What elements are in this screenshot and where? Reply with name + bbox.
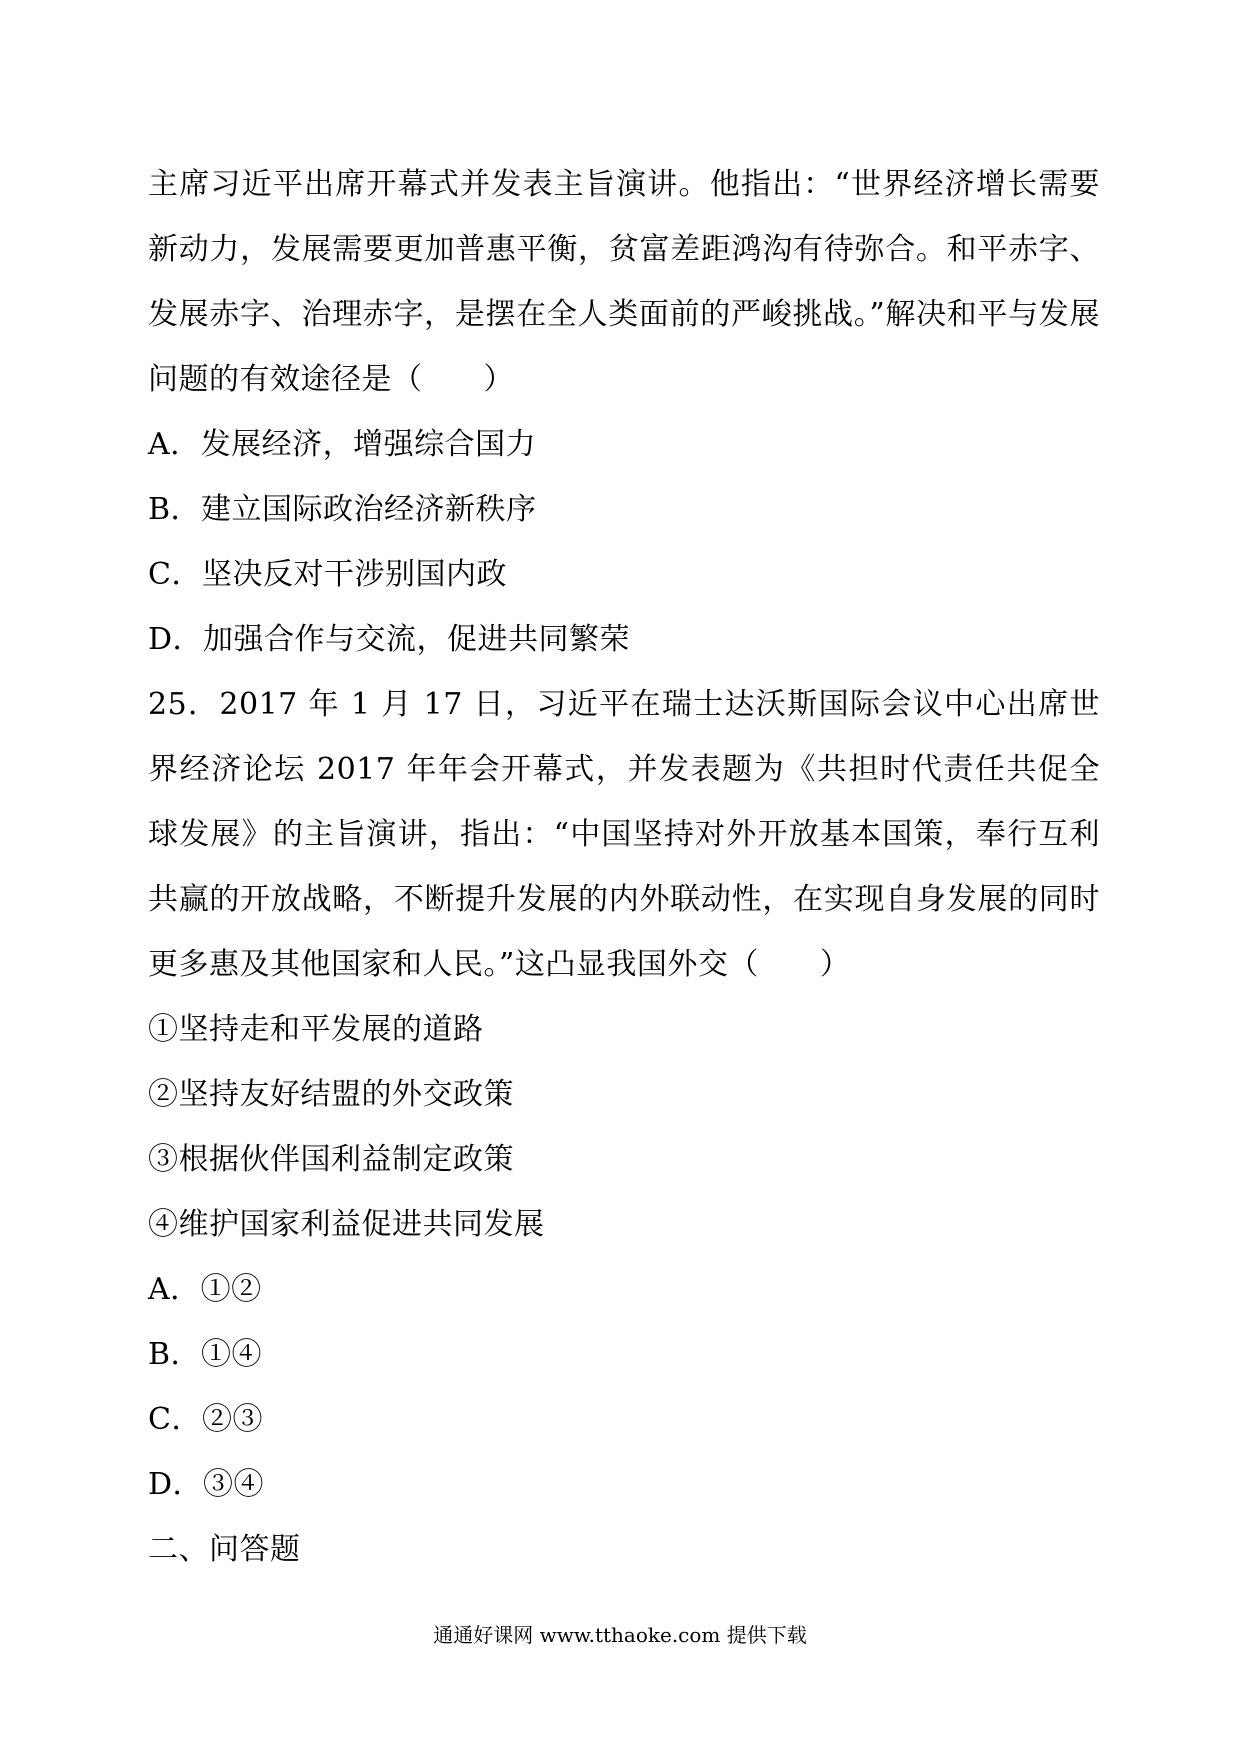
question-25-statement-3: ③根据伙伴国利益制定政策 <box>148 1142 514 1177</box>
question-25-option-c: C．②③ <box>148 1402 263 1437</box>
question-25-option-b: B．①④ <box>148 1337 263 1372</box>
question-24-stem: 主席习近平出席开幕式并发表主旨演讲。他指出：“世界经济增长需要新动力，发展需要更加普惠平衡，贫富差距鸿沟有待弥合。和平赤字、发展赤字、治理赤字，是摆在全人类面前的严峻挑战。”解决和平与发展问题的有效途径是（ ） <box>148 167 1100 397</box>
page-footer: 通通好课网 www.tthaoke.com 提供下载 <box>433 1623 807 1647</box>
question-25-stem: 25．2017 年 1 月 17 日，习近平在瑞士达沃斯国际会议中心出席世界经济论坛 2017 年年会开幕式，并发表题为《共担时代责任共促全球发展》的主旨演讲，指出：“中国坚持对外开放基本国策，奉行互利共赢的开放战略，不断提升发展的内外联动性，在实现自身发展的同时更多惠及其他国家和人民。”这凸显我国外交（ ） <box>148 687 1100 982</box>
question-24-option-b: B．建立国际政治经济新秩序 <box>148 492 537 527</box>
question-25-option-d: D．③④ <box>148 1467 265 1502</box>
page-content <box>148 152 1100 1582</box>
question-25-statement-1: ①坚持走和平发展的道路 <box>148 1012 484 1047</box>
question-24-option-d: D．加强合作与交流，促进共同繁荣 <box>148 622 631 657</box>
question-25-option-a: A．①② <box>148 1272 262 1307</box>
section-heading: 二、问答题 <box>148 1532 301 1567</box>
question-25-statement-2: ②坚持友好结盟的外交政策 <box>148 1077 514 1112</box>
question-24-option-c: C．坚决反对干涉别国内政 <box>148 557 507 592</box>
question-24-option-a: A．发展经济，增强综合国力 <box>148 427 537 462</box>
question-25-statement-4: ④维护国家利益促进共同发展 <box>148 1207 545 1242</box>
